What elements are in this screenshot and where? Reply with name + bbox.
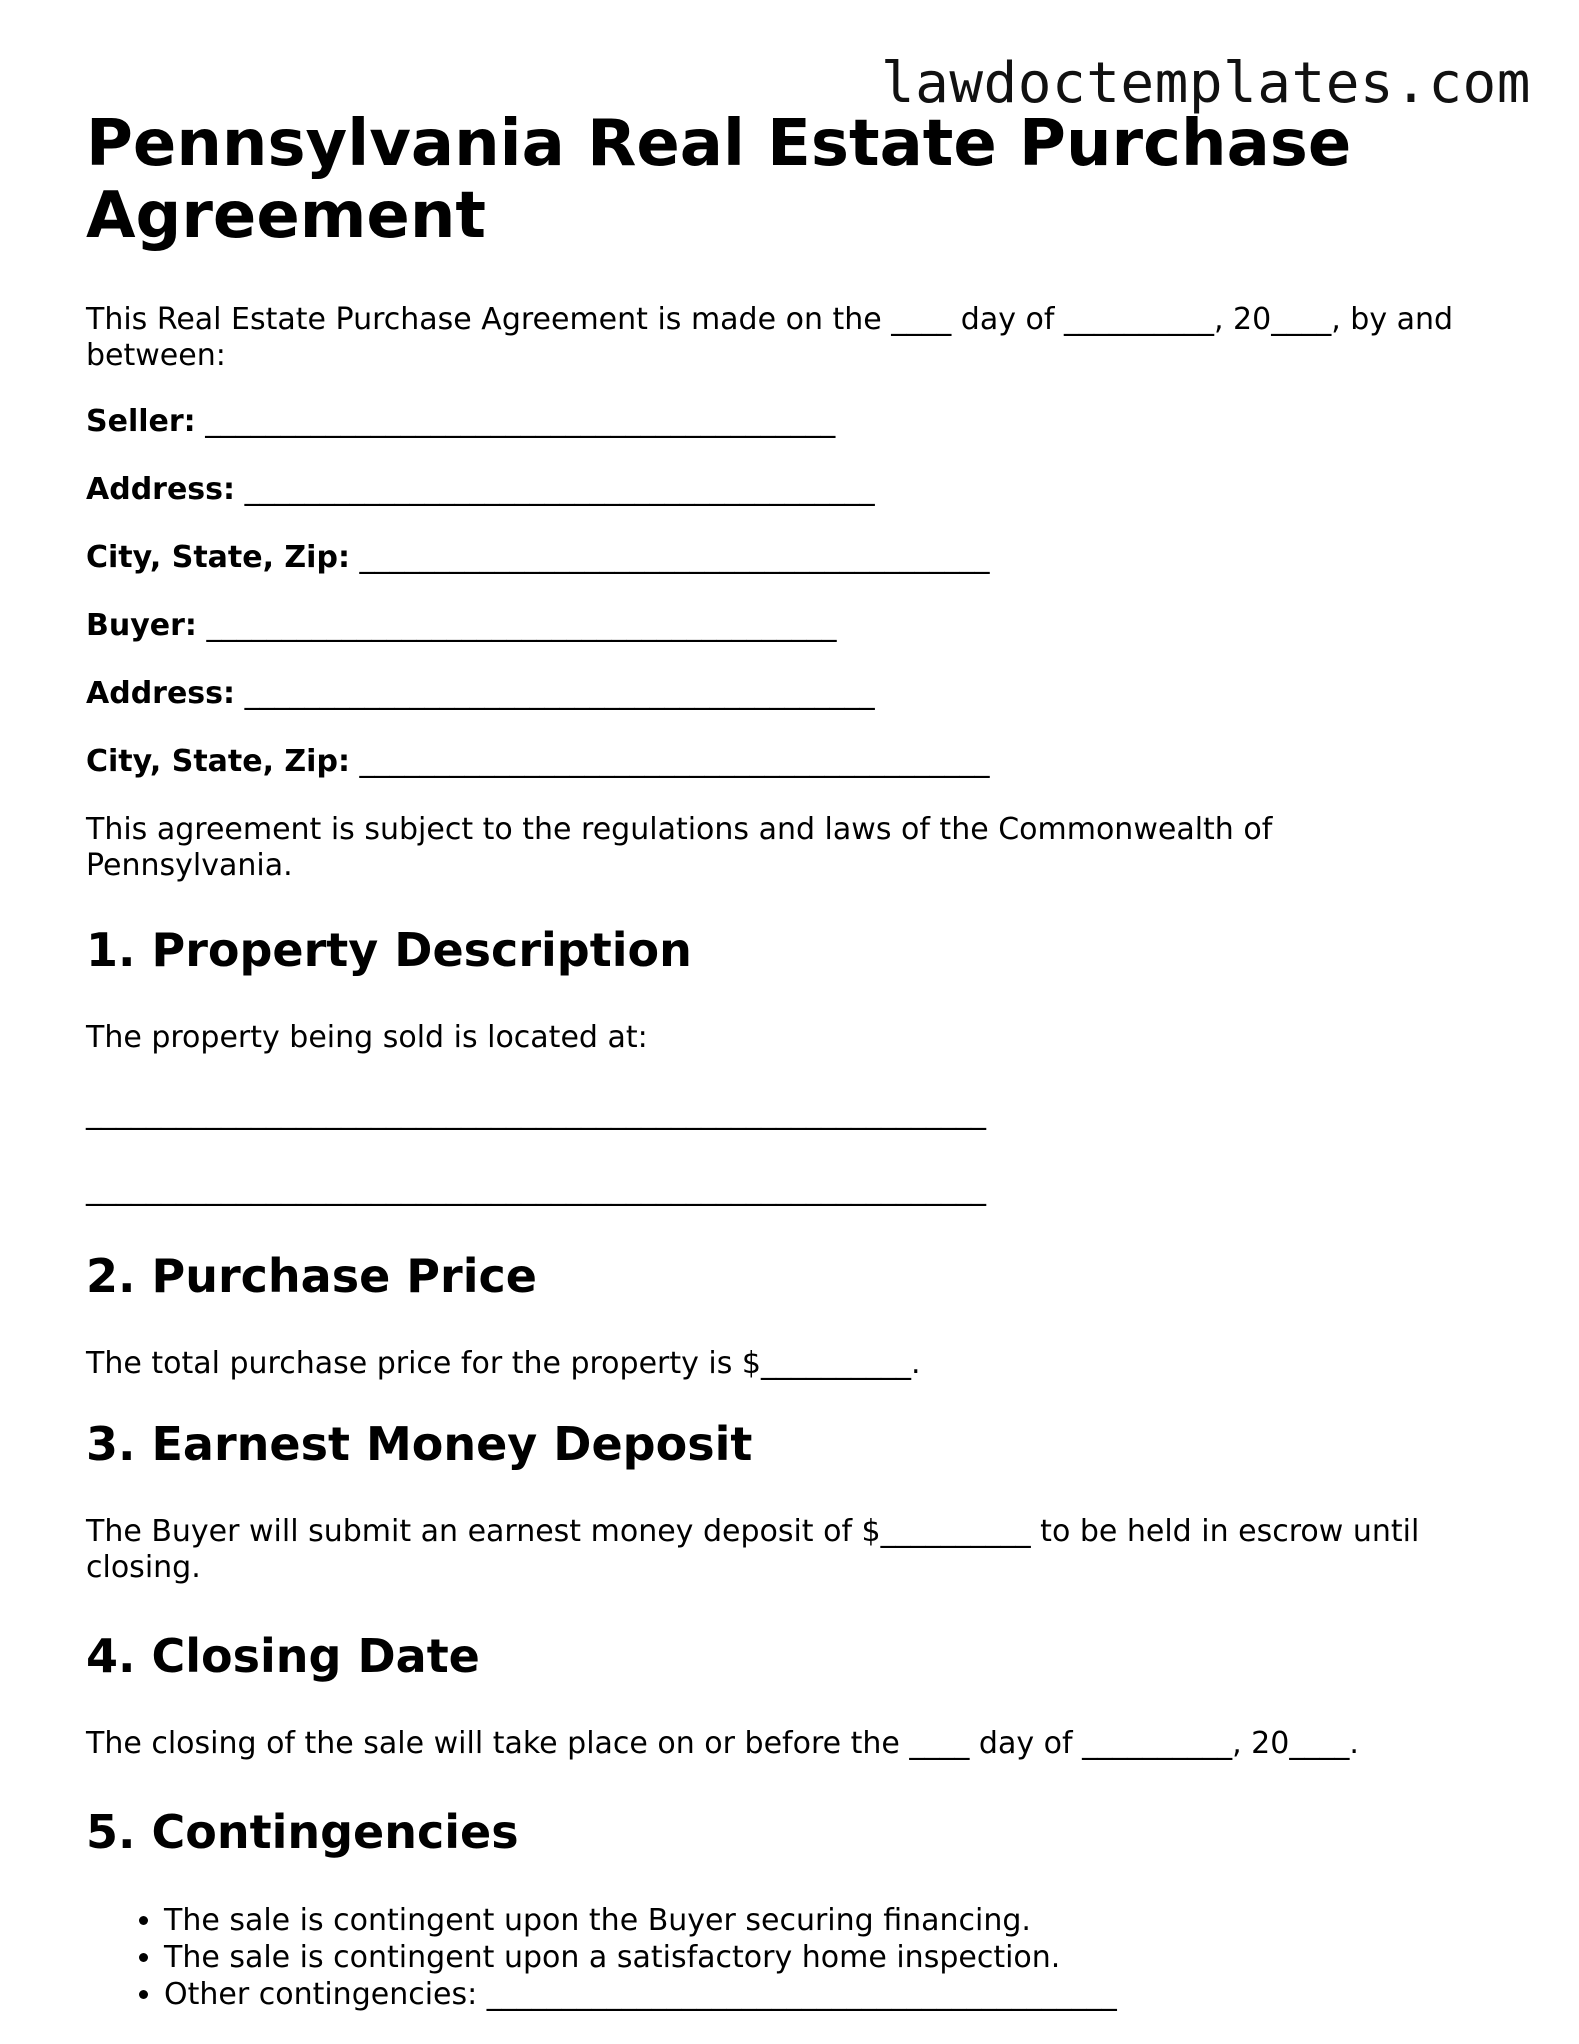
- buyer-address-field: [86, 676, 1486, 712]
- buyer-address-label: Address:: [86, 676, 236, 711]
- seller-city-blank[interactable]: __________________________________________: [359, 540, 990, 575]
- subject-clause: This agreement is subject to the regulations and laws of the Commonwealth of Pennsylvania.: [86, 812, 1273, 883]
- seller-field: [86, 404, 1486, 440]
- list-item[interactable]: • Other contingencies: __________________________________________: [164, 1976, 1486, 2013]
- buyer-city-field: [86, 744, 1486, 780]
- buyer-blank[interactable]: __________________________________________: [206, 608, 837, 643]
- seller-city-field: [86, 540, 1486, 576]
- section-heading-deposit: 3. Earnest Money Deposit: [86, 1417, 753, 1471]
- buyer-city-label: City, State, Zip:: [86, 744, 350, 779]
- property-address-line-1[interactable]: ____________________________________________________________: [86, 1096, 986, 1131]
- contingencies-list: [86, 1902, 1486, 2013]
- seller-address-field: [86, 472, 1486, 508]
- seller-blank[interactable]: __________________________________________: [205, 404, 836, 439]
- document-title: Pennsylvania Real Estate Purchase Agreement: [86, 107, 1352, 253]
- site-watermark: lawdoctemplates.com: [880, 51, 1531, 116]
- seller-city-label: City, State, Zip:: [86, 540, 350, 575]
- buyer-address-blank[interactable]: __________________________________________: [244, 676, 875, 711]
- document-page: [86, 108, 1486, 2013]
- buyer-label: Buyer:: [86, 608, 197, 643]
- section-heading-property: 1. Property Description: [86, 923, 692, 977]
- section-heading-price: 2. Purchase Price: [86, 1249, 537, 1303]
- intro-paragraph: This Real Estate Purchase Agreement is made on the ____ day of __________, 20____, by and between:: [86, 302, 1454, 373]
- seller-address-label: Address:: [86, 472, 236, 507]
- buyer-city-blank[interactable]: __________________________________________: [359, 744, 990, 779]
- list-item: • The sale is contingent upon the Buyer securing financing.: [164, 1902, 1486, 1939]
- section-heading-closing: 4. Closing Date: [86, 1629, 480, 1683]
- section-heading-contingencies: 5. Contingencies: [86, 1805, 519, 1859]
- property-text: The property being sold is located at:: [86, 1020, 648, 1055]
- property-address-line-2[interactable]: ____________________________________________________________: [86, 1172, 986, 1207]
- deposit-text: The Buyer will submit an earnest money deposit of $__________ to be held in escrow until closing.: [86, 1514, 1420, 1585]
- seller-label: Seller:: [86, 404, 196, 439]
- seller-address-blank[interactable]: __________________________________________: [244, 472, 875, 507]
- price-text: The total purchase price for the property is $__________.: [86, 1346, 921, 1381]
- list-item: • The sale is contingent upon a satisfactory home inspection.: [164, 1939, 1486, 1976]
- closing-text: The closing of the sale will take place on or before the ____ day of __________, 20____.: [86, 1726, 1359, 1761]
- buyer-field: [86, 608, 1486, 644]
